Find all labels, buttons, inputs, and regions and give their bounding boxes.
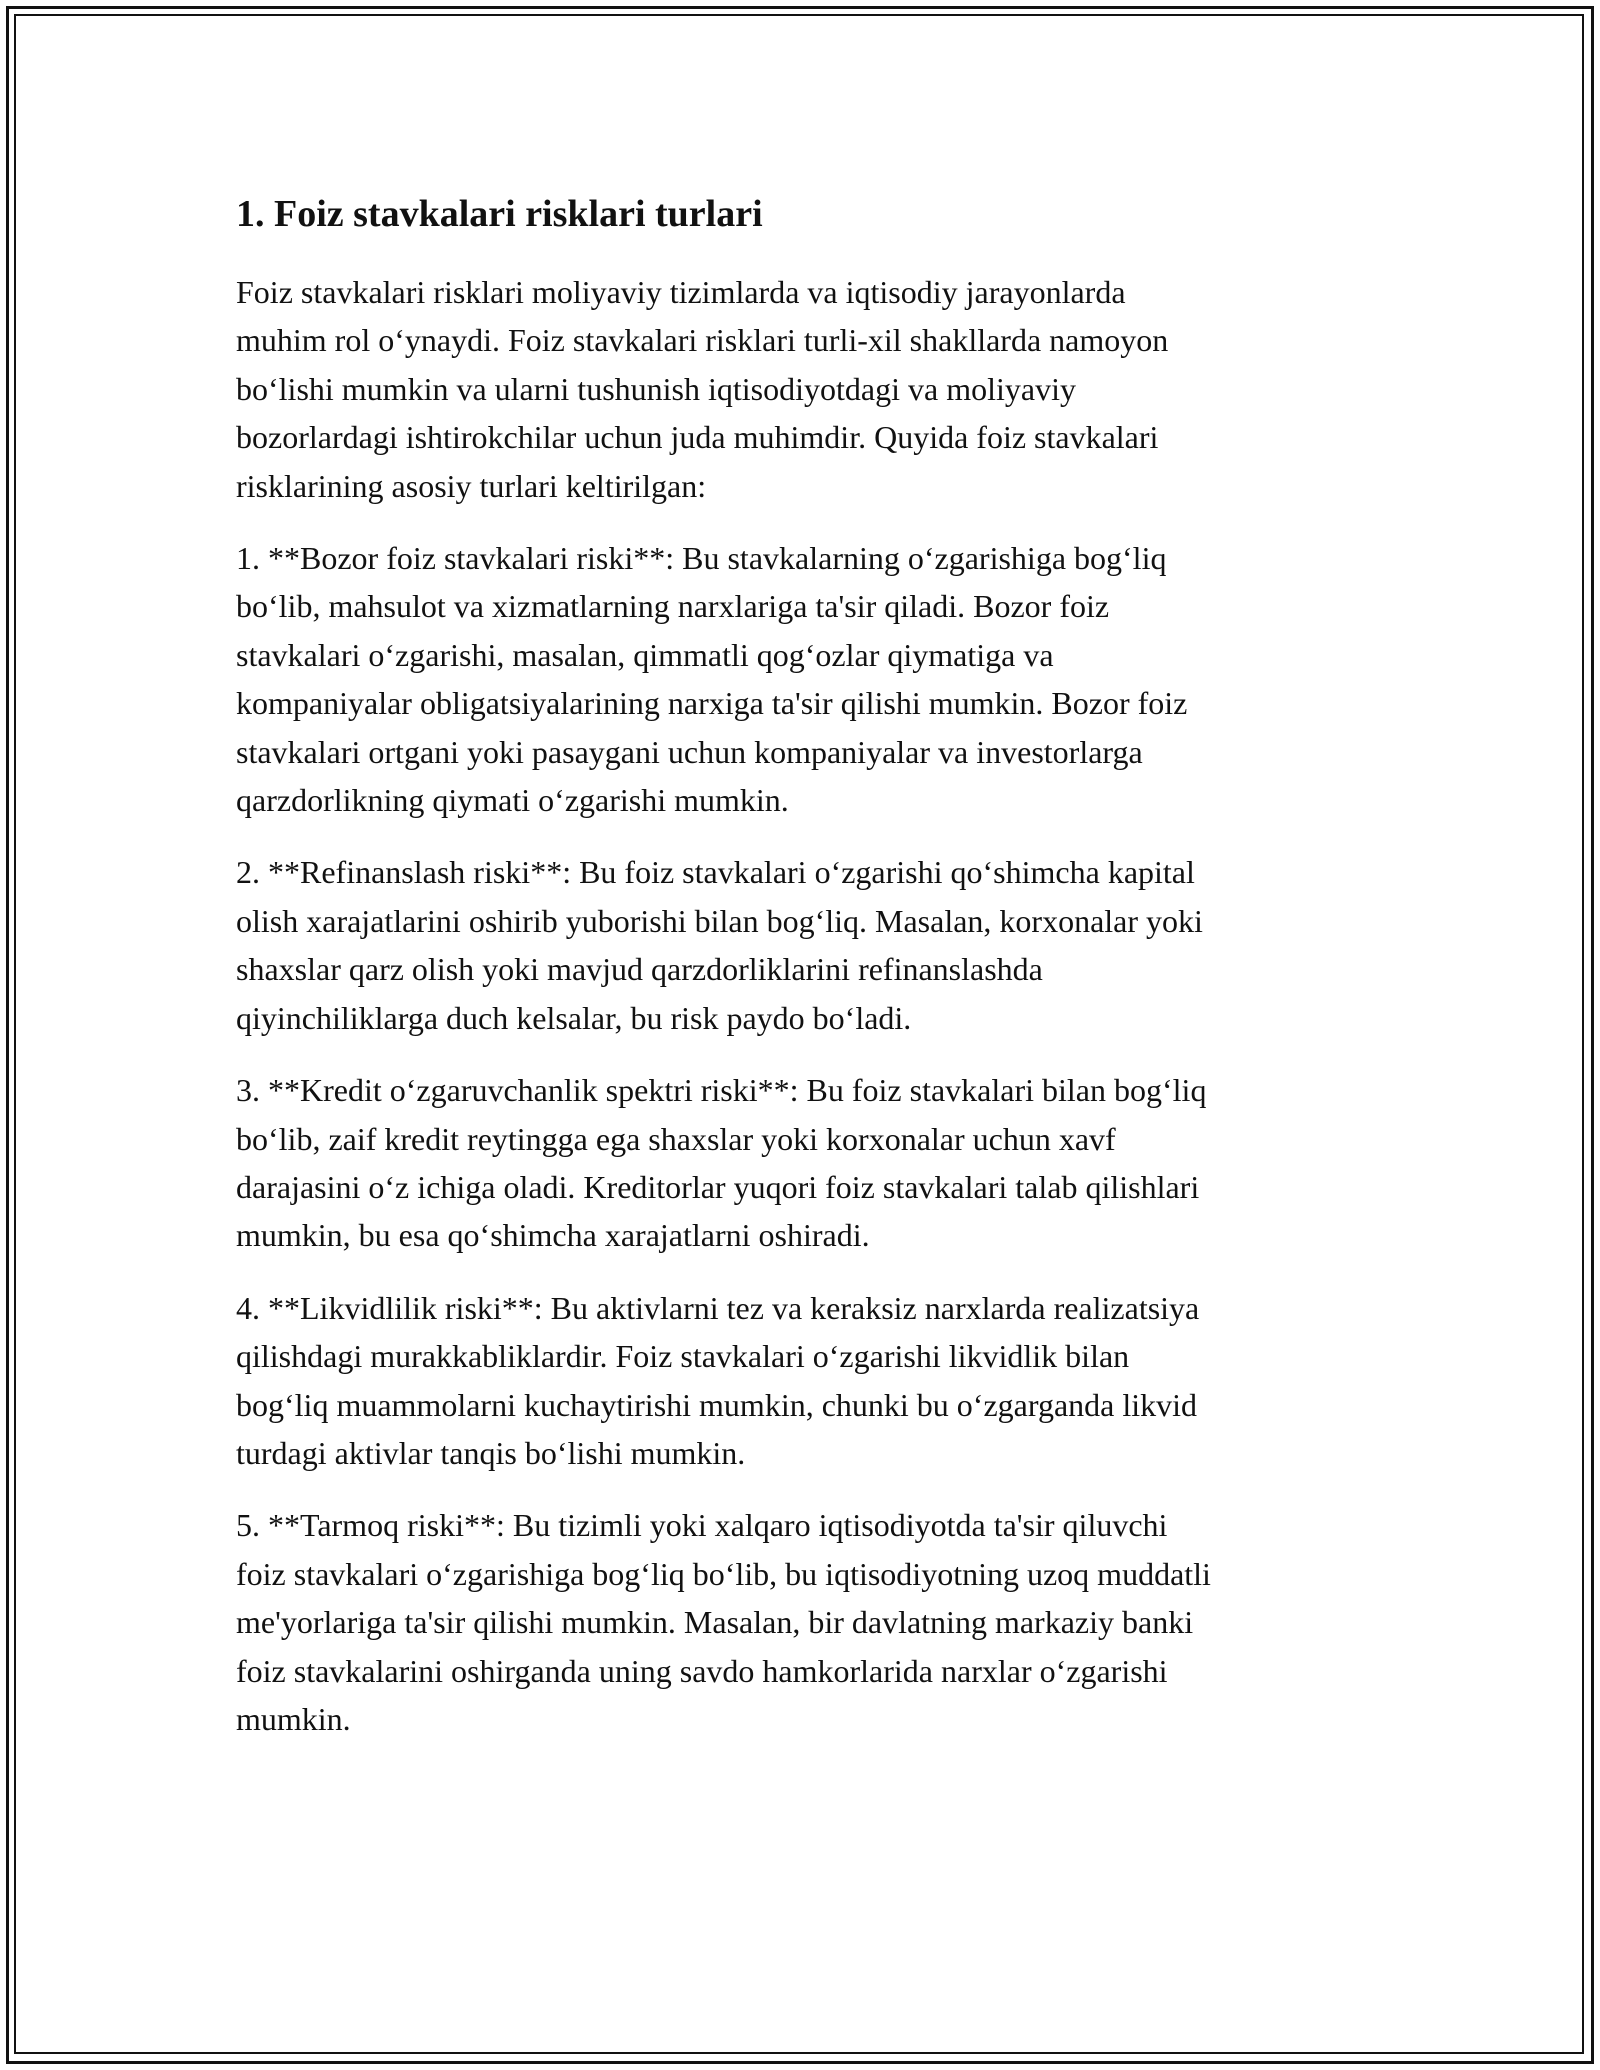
intro-paragraph: Foiz stavkalari risklari moliyaviy tizimlarda va iqtisodiy jarayonlarda muhim rol o‘ynaydi. Foiz stavkalari risklari turli-xil shakllarda namoyon bo‘lishi mumkin va ularni tushunish iqtisodiyotdagi va moliyaviy bozorlardagi ishtirokchilar uchun juda muhimdir. Quyida foiz stavkalari risklarining asosiy turlari keltirilgan:	[236, 274, 1169, 504]
list-item-liquidity-risk: 4. **Likvidlilik riski**: Bu aktivlarni tez va keraksiz narxlarda realizatsiya qilishdagi murakkabliklardir. Foiz stavkalari o‘zgarishi likvidlik bilan bog‘liq muammolarni kuchaytirishi mumkin, chunki bu o‘zgarganda likvid turdagi aktivlar tanqis bo‘lishi mumkin.	[236, 1289, 1200, 1471]
list-item-refinancing-risk: 2. **Refinanslash riski**: Bu foiz stavkalari o‘zgarishi qo‘shimcha kapital olish xarajatlarini oshirib yuborishi bilan bog‘liq. Masalan, korxonalar yoki shaxslar qarz olish yoki mavjud qarzdorliklarini refinanslashda qiyinchiliklarga duch kelsalar, bu risk paydo bo‘ladi.	[236, 854, 1203, 1036]
list-item-market-rate-risk: 1. **Bozor foiz stavkalari riski**: Bu stavkalarning o‘zgarishiga bog‘liq bo‘lib, mahsulot va xizmatlarning narxlariga ta'sir qiladi. Bozor foiz stavkalari o‘zgarishi, masalan, qimmatli qog‘ozlar qiymatiga va kompaniyalar obligatsiyalarining narxiga ta'sir qilishi mumkin. Bozor foiz stavkalari ortgani yoki pasaygani uchun kompaniyalar va investorlarga qarzdorlikning qiymati o‘zgarishi mumkin.	[236, 540, 1188, 819]
list-item-network-risk: 5. **Tarmoq riski**: Bu tizimli yoki xalqaro iqtisodiyotda ta'sir qiluvchi foiz stavkalari o‘zgarishiga bog‘liq bo‘lib, bu iqtisodiyotning uzoq muddatli me'yorlariga ta'sir qilishi mumkin. Masalan, bir davlatning markaziy banki foiz stavkalarini oshirganda uning savdo hamkorlarida narxlar o‘zgarishi mumkin.	[236, 1507, 1211, 1737]
section-title: 1. Foiz stavkalari risklari turlari	[236, 193, 763, 235]
document-body	[236, 184, 1376, 1743]
list-item-credit-spread-risk: 3. **Kredit o‘zgaruvchanlik spektri riski**: Bu foiz stavkalari bilan bog‘liq bo‘lib, zaif kredit reytingga ega shaxslar yoki korxonalar uchun xavf darajasini o‘z ichiga oladi. Kreditorlar yuqori foiz stavkalari talab qilishlari mumkin, bu esa qo‘shimcha xarajatlarni oshiradi.	[236, 1072, 1207, 1254]
